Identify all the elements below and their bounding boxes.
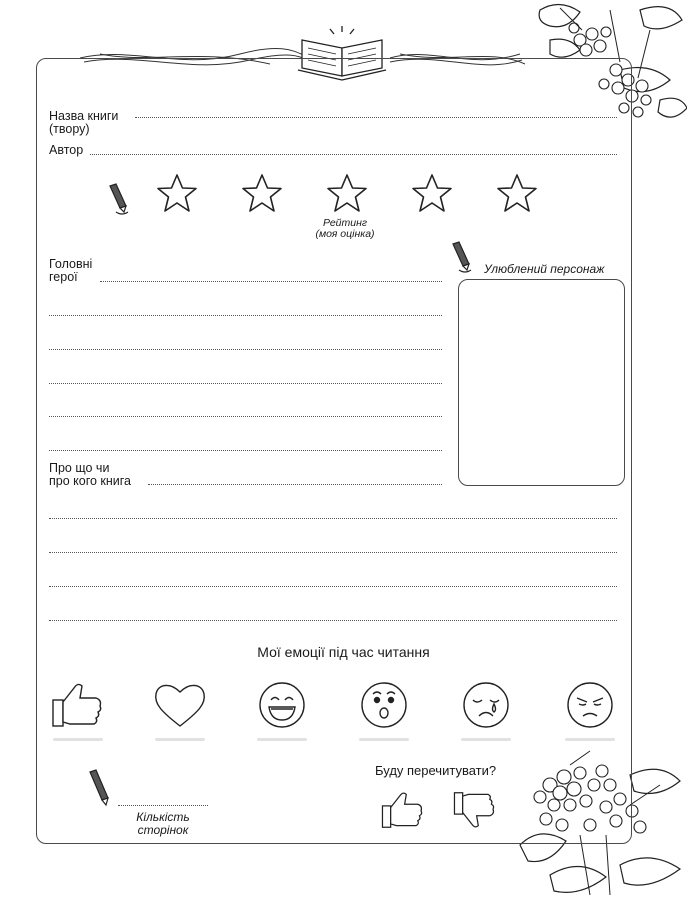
main-characters-line[interactable] [49,349,442,350]
emotion-underline [257,738,307,741]
pencil-icon [86,768,116,810]
pencil-icon [449,240,475,276]
about-line[interactable] [49,620,617,621]
rating-star-5[interactable] [495,172,539,216]
about-line[interactable] [49,586,617,587]
book-title-label: Назва книги (твору) [49,109,119,136]
main-characters-line[interactable] [49,383,442,384]
emotion-underline [461,738,511,741]
thumbs-up-icon[interactable] [380,788,426,832]
rating-label: Рейтинг (моя оцінка) [315,217,375,240]
rating-star-2[interactable] [240,172,284,216]
favorite-character-label: Улюблений персонаж [484,262,605,276]
emotion-underline [359,738,409,741]
emotion-underline [565,738,615,741]
main-characters-line[interactable] [49,416,442,417]
author-label: Автор [49,143,84,157]
main-characters-line[interactable] [49,450,442,451]
about-line[interactable] [148,484,442,485]
rating-star-4[interactable] [410,172,454,216]
favorite-character-box[interactable] [458,279,625,486]
angry-face-icon[interactable] [565,680,615,730]
pages-count-label: Кількість сторінок [136,810,190,837]
about-line[interactable] [49,518,617,519]
thumbs-up-icon[interactable] [50,680,106,730]
heart-icon[interactable] [152,680,208,730]
rating-star-3[interactable] [325,172,369,216]
reread-label: Буду перечитувати? [375,763,497,778]
thumbs-down-icon[interactable] [452,788,498,832]
author-line[interactable] [90,154,617,155]
crying-face-icon[interactable] [461,680,511,730]
about-label: Про що чи про кого книга [49,461,132,488]
pages-count-line[interactable] [118,805,208,806]
laughing-face-icon[interactable] [257,680,307,730]
rating-star-1[interactable] [155,172,199,216]
main-characters-label: Головні герої [49,257,93,284]
main-characters-line[interactable] [49,315,442,316]
main-characters-line[interactable] [100,281,442,282]
pencil-icon [106,182,132,218]
emotion-underline [53,738,103,741]
book-title-line[interactable] [135,117,617,118]
about-line[interactable] [49,552,617,553]
emotion-underline [155,738,205,741]
surprised-face-icon[interactable] [359,680,409,730]
emotions-heading: Мої емоції під час читання [257,644,430,660]
